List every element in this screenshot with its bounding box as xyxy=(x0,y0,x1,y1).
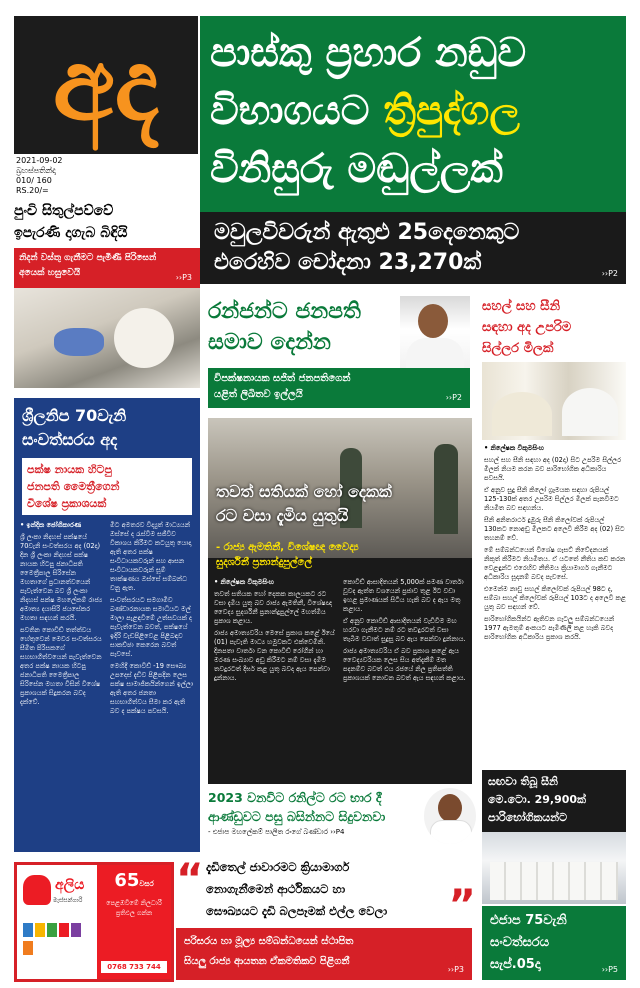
curfew-column-1 xyxy=(214,578,337,784)
ranjan-page-ref[interactable]: ››P2 xyxy=(445,393,462,402)
curfew-col1-para-2: රාජ්‍ය අමාත්‍යවරිය මෙසේ ප්‍රකාශ කළේ ඊයේ (01) පැවැති මාධ්‍ය හමුවකට එක්වෙමිනි. දිනපතා වාර්තා වන කොවිඩ් රෝගීන් හා මරණ සංඛ්‍යාව අඩු කිරීමට නම් වසා දැමීම තවදුරටත් දීර්ඝ කළ යුතු බවද ඇය පෙන්වා දුන්නාය. xyxy=(214,629,335,682)
swatch xyxy=(23,941,33,955)
rice-title-line-3: සිල්ලර මිලක් xyxy=(482,341,554,356)
rice-article xyxy=(484,444,626,764)
economy-headline-line-2: නොගැනීමෙන් ආර්ථිකයට හා xyxy=(206,882,346,896)
dagaba-title-line-1: පුංචි සිතුල්පව්වේ xyxy=(14,203,114,219)
slfp-title-line-2: සංවත්සරය අද xyxy=(22,430,118,449)
curfew-subheadline xyxy=(208,538,472,574)
elephant-icon xyxy=(23,875,51,905)
sacks-shape xyxy=(490,862,618,900)
debris-shape xyxy=(54,328,104,356)
open-quote-icon: “ xyxy=(176,856,204,903)
swatch xyxy=(59,923,69,937)
ranjan-subheadline[interactable] xyxy=(208,368,470,408)
swatch xyxy=(35,923,45,937)
rice-photo xyxy=(482,362,626,440)
lead-headline-white-part: විභාගයට xyxy=(210,88,384,134)
economy-bar[interactable] xyxy=(176,928,472,980)
economy-bar-line-2: සියලු රාජ්‍ය ආයතන ඒකමතිකව පිළිගනී xyxy=(184,956,350,967)
lead-page-ref[interactable]: ››P2 xyxy=(601,269,618,278)
curfew-box[interactable] xyxy=(208,418,472,784)
curfew-col1-para-1: තවත් සතියක හෝ දෙකක කාලයකට රට වසා දැමිය යුතු බව රාජ්‍ය ඇමතිනී, විශේෂඥ වෛද්‍ය සුදර්ශිනී ප්‍රනාන්දුපුල්ලේ මහත්මිය ප්‍රකාශ කළාය. xyxy=(214,590,333,625)
stock-title-line-3: පාරිභෝගිකයන්ට xyxy=(488,811,568,824)
ad-anniversary xyxy=(97,871,171,894)
ad-phone[interactable]: 0768 733 744 xyxy=(101,961,167,973)
close-quote-icon: ” xyxy=(448,880,476,928)
slfp-byline: • ඉන්දික ජෝගිකාරණ xyxy=(20,521,82,529)
lead-subheadline-line-1: මවුලවිවරුන් ඇතුළු 25දෙනෙකුට xyxy=(214,220,520,245)
ranjan-title-line-2: සමාව දෙන්න xyxy=(208,330,331,355)
curfew-byline: • නිලේෂක විකුමසිංහ xyxy=(214,578,274,586)
slfp-sub-line-3: විශේෂ ප්‍රකාශයක් xyxy=(27,497,107,510)
slfp-columns xyxy=(14,521,200,719)
palitha-photo xyxy=(424,788,476,844)
masthead-logo-box xyxy=(14,16,198,154)
swatch xyxy=(47,923,57,937)
lead-subheadline-box[interactable] xyxy=(200,212,626,284)
warehouse-photo xyxy=(482,832,626,904)
curfew-title xyxy=(208,480,472,530)
ad-info-panel xyxy=(97,865,171,979)
curfew-col2-para-2: ඒ අනුව කොවිඩ් ආසාදිතයන් වැඩිවීම මඟ හරවා ගැනීමට නම් රට තවදුරටත් වසා තැබීම වඩාත් සුදුසු බව ඇය පෙන්වා දුන්නාය. xyxy=(343,617,466,643)
ranil-byline-text: - එජාප මහලේකම් පාලිත රංගේ බණ්ඩාර xyxy=(208,828,328,836)
ranil-title: 2023 වනවිට රනිල්ට රට භාර දී ආණ්ඩුවට පසු බසින්නට සිදුවනවා xyxy=(208,790,386,824)
ranjan-sub-line-2: යළිත් ලිඛිතව ඉල්ලයි xyxy=(214,389,303,400)
rice-paragraph-4: මේ සම්බන්ධයෙන් විශේෂ ගැසට් නිවේදනයක් නිකුත් කිරීමට නියමිතය. ඒ යටතේ නීතිය කඩ කරන වෙළඳුන්ට එරෙහිව නීතිමය ක්‍රියාමාර්ග ගැනීමට අධිකාරිය සූදානම් බවද පැවසේ. xyxy=(484,546,626,581)
slfp-sub-line-1: පක්ෂ නායක හිටපු xyxy=(27,463,112,476)
rice-heap-shape xyxy=(492,392,552,436)
unp-title-line-2: සංවත්සරය xyxy=(490,935,550,950)
slfp-col2-para-1: මීට අමතරව විද්‍යුත් මාධ්‍යයන් ඔස්සේ ද රැස්වීම සජීවීව විකාශය කිරීමට කටයුතු යොදා ඇති අතර පක්ෂ සංවිධායකවරුන් සහ ආසන සංවිධායකවරුන් සූම් තාක්ෂණය ඔස්සේ සම්බන්ධ වනු ඇත. xyxy=(110,521,192,592)
rice-title-line-2: සඳහා අද උපරිම xyxy=(482,320,572,335)
ad-brand-strip xyxy=(17,865,97,979)
curfew-col2-para-1: කොවිඩ් ආසාදිතයන් 5,000ක් පමණ වාර්තා වූවද ඇත්ත වශයෙන් ප්‍රජාව තුළ ඊට වඩා ඉහළ ප්‍රමාණයක් සිටිය හැකි බව ද ඇය මතු කළාය. xyxy=(343,578,464,613)
dagaba-title-line-2: ඉපැරණි දාගැබ බිඳියි xyxy=(14,225,128,241)
slfp-col1-para-1: ශ්‍රී ලංකා නිදහස් පක්ෂයේ 70වැනි සංවත්සරය අද (02දා) දින ශ්‍රී ලංකා නිදහස් පක්ෂ නායක හිටපු ජනාධිපති මෛත්‍රීපාල සිරිසේන මහතාගේ ප්‍රධානත්වයෙන් පැවැත්වෙන බව ශ්‍රී ලංකා නිදහස් පක්ෂ මහලේකම් රාජ්‍ය අමාත්‍ය දයාසිරි ජයසේකර මහතා සඳහන් කරයි. xyxy=(20,533,103,622)
rice-paragraph-3: සීනි අනිතරාර්ථ දුඹුරු සීනි කිලෝවක් රුපියල් 130කට නොඅඩු මිලකට අලෙවි කිරීම අද (02) සිට තහනම් වේ. xyxy=(484,516,625,542)
lead-subheadline-line-2: එරෙහිව චෝදනා 23,270ක් xyxy=(214,250,482,275)
lead-headline-line-1: පාස්කු ප්‍රහාර නඩුව xyxy=(210,30,527,76)
curfew-sub-line-2: සුදර්ශිනී ප්‍රනාන්දුපුල්ලේ xyxy=(216,557,313,568)
rice-paragraph-1: සහල් සහ සීනි සඳහා අද (02දා) සිට උපරිම සිල්ලර මිලක් නියම කරන බව පාරිභෝගික අධිකාරිය පවසයි. xyxy=(484,456,622,482)
rice-paragraph-2: ඒ අනුව සුදු සීනි කිලෝ ග්‍රෑමයක සඳහා රුපියල් 125-130ක් අතර උපරිම සිල්ලර මිලක් පැනවීමට නියමිත බව සඳහන්ය. xyxy=(484,486,619,512)
economy-headline-line-1: දැඩිතෙල් ජාවාරමට ක්‍රියාමාර්ග xyxy=(206,860,350,874)
curfew-sub-line-1: - රාජ්‍ය ඇමතිනී, විශේෂඥ වෛද්‍ය xyxy=(216,542,359,553)
sugar-heap-shape xyxy=(562,388,618,436)
masthead-logo: අද xyxy=(53,26,159,143)
rice-title[interactable] xyxy=(482,296,626,360)
economy-story[interactable] xyxy=(176,856,476,928)
dagaba-page-ref[interactable]: ››P3 xyxy=(175,273,192,282)
stock-title-line-2: මෙ.ටො. 29,900ක් xyxy=(488,793,586,806)
ranjan-title[interactable] xyxy=(208,296,400,362)
swatch xyxy=(23,923,33,937)
lead-headline-box[interactable] xyxy=(200,16,626,212)
curfew-columns xyxy=(208,578,472,784)
unp-box[interactable] xyxy=(482,906,626,980)
economy-headline-line-3: සෞඛ්‍යයට දැඩි බලපෑමක් එල්ල වෙලා xyxy=(206,904,388,918)
unp-title-line-1: එජාප 75වැනි xyxy=(490,913,567,928)
rice-paragraph-6: පාරිභෝගිකයින්ට ඇතිවන ගැටලු සම්බන්ධයෙන් 1977 ඇමතුම් අංකයට පැමිණිලි කළ හැකි බවද පාරිභෝගික අධිකාරිය ප්‍රකාශ කරයි. xyxy=(484,615,615,641)
lead-headline-line-3: විනිසුරු මඬුල්ලක් xyxy=(210,146,503,192)
swatch xyxy=(71,923,81,937)
palitha-body-shape xyxy=(430,820,472,844)
issue-number: 010/ 160 xyxy=(16,176,52,185)
ad-tagline: මැස්සන්ගාරි xyxy=(53,897,83,904)
issue-date: 2021-09-02 xyxy=(16,156,63,165)
rice-byline: • නිලේෂක විකුමසිංහ xyxy=(484,444,544,452)
rice-title-line-1: සහල් සහ සීනි xyxy=(482,299,561,314)
unp-title-line-3: සැප්.05දා xyxy=(490,957,541,972)
ranjan-title-line-1: රන්ජන්ට ජනපති xyxy=(208,299,361,324)
slfp-box[interactable] xyxy=(14,398,200,852)
unp-page-ref[interactable]: ››P5 xyxy=(601,965,618,974)
paint-swatches xyxy=(23,923,91,957)
rice-paragraph-5: එමෙන්ම නාඩු සහල් කිලෝවක් රුපියල් 98ට ද, සම්බා සහල් කිලෝවක් රුපියල් 103ට ද අලෙවි කළ යුතු බව සඳහන් වේ. xyxy=(484,585,626,611)
stock-title-line-1: සඟවා තිබූ සීනි xyxy=(488,775,558,788)
curfew-col2-para-3: රාජ්‍ය අමාත්‍යවරිය ඒ බව ප්‍රකාශ කළේ ඇය වෛද්‍යවරියක ලෙස සිය අත්දැකීම් මත පදනම්ව බවත් එය රජයේ නිල ප්‍රතිපත්ති ප්‍රකාශයක් නොවන බවත් ඇය සඳහන් කළාය. xyxy=(343,647,466,682)
issue-day: බ්‍රහස්පතින්දා xyxy=(16,166,56,175)
lead-headline-yellow-part: ත්‍රිපුද්ගල xyxy=(383,88,520,134)
issue-info xyxy=(16,156,196,196)
ranjan-sub-line-1: විපක්ෂනායක සජිත් ජනපතිගෙන් xyxy=(214,373,351,384)
slfp-col2-para-3: මෙහිදී කොවිඩ් -19 සෞඛ්‍ය උපදෙස් දැඩිව පිළිපදින ලෙස පක්ෂ සාමාජිකයින්ගෙන් ඉල්ලා ඇති අතර ජනතා සහභාගීත්වය සීමා කර ඇති බව ද පක්ෂය පවසයි. xyxy=(110,662,194,715)
dagaba-subheadline-text: නිදන් වස්තු ගැනීමට පැමිණි පිරිසෙන් අයෙක් හසුවෙයි xyxy=(19,253,157,278)
sajith-head-shape xyxy=(418,304,448,338)
ad-middle-text: පෙළඹවීමේ නිලධාරී ප්‍රතිඵල ගන්න xyxy=(106,899,162,917)
slfp-col1-para-2: පවතින කොවිඩ් තත්ත්වය හේතුවෙන් මෙවර සංවත්සරය සීමිත පිරිසකගේ සහභාගීත්වයෙන් පැවැත්වෙන අතර පක්ෂ නායක හිටපු ජනාධිපති මෛත්‍රීපාල සිරිසේන මහතා විසින් විශේෂ ප්‍රකාශයක් සිදුකරන බවද දැක්වේ. xyxy=(20,626,102,706)
advertisement[interactable] xyxy=(14,862,174,982)
sugar-stock-box[interactable] xyxy=(482,770,626,832)
curfew-column-2 xyxy=(343,578,466,784)
slfp-subheadline xyxy=(22,458,192,515)
ad-years-suffix: වසර xyxy=(139,880,154,888)
slfp-title-line-1: ශ්‍රීලනිප 70වැනි xyxy=(22,406,127,425)
slfp-column-2 xyxy=(110,521,194,719)
ad-years: 65 xyxy=(114,870,140,891)
ad-brand: අලිය xyxy=(55,877,85,893)
dagaba-subheadline[interactable] xyxy=(14,248,200,288)
economy-page-ref[interactable]: ››P3 xyxy=(447,965,464,974)
slfp-sub-line-2: ජනපති මෛත්‍රීගෙන් xyxy=(27,480,120,493)
slfp-column-1 xyxy=(20,521,104,719)
slfp-col2-para-2: සංවත්සරයට සමගාමීව බණ්ඩාරනායක සමාධියට මල් මාලා පැළඳවීමේ උත්සවයක් ද පැවැත්වෙන බවත්, පක්ෂයේ ඉදිරි වැඩපිළිවෙළ පිළිබඳව සාකච්ඡා කෙරෙන බවත් පැවසේ. xyxy=(110,596,192,658)
dagaba-photo xyxy=(14,288,200,388)
dagaba-dome-shape xyxy=(114,308,174,368)
palitha-head-shape xyxy=(438,794,462,822)
dagaba-title[interactable] xyxy=(14,200,198,246)
issue-price: RS.20/= xyxy=(16,186,49,195)
economy-bar-line-1: පරිසරය හා මූල්‍ය සම්බන්ධයෙන් ස්ථාපිත xyxy=(184,936,354,947)
curfew-title-line-1: තවත් සතියක් හෝ දෙකක් xyxy=(216,482,392,501)
lead-headline-line-2 xyxy=(210,82,616,140)
ranil-page-ref[interactable]: ››P4 xyxy=(330,828,345,836)
curfew-title-line-2: රට වසා දැමිය යුතුයි xyxy=(216,506,349,525)
